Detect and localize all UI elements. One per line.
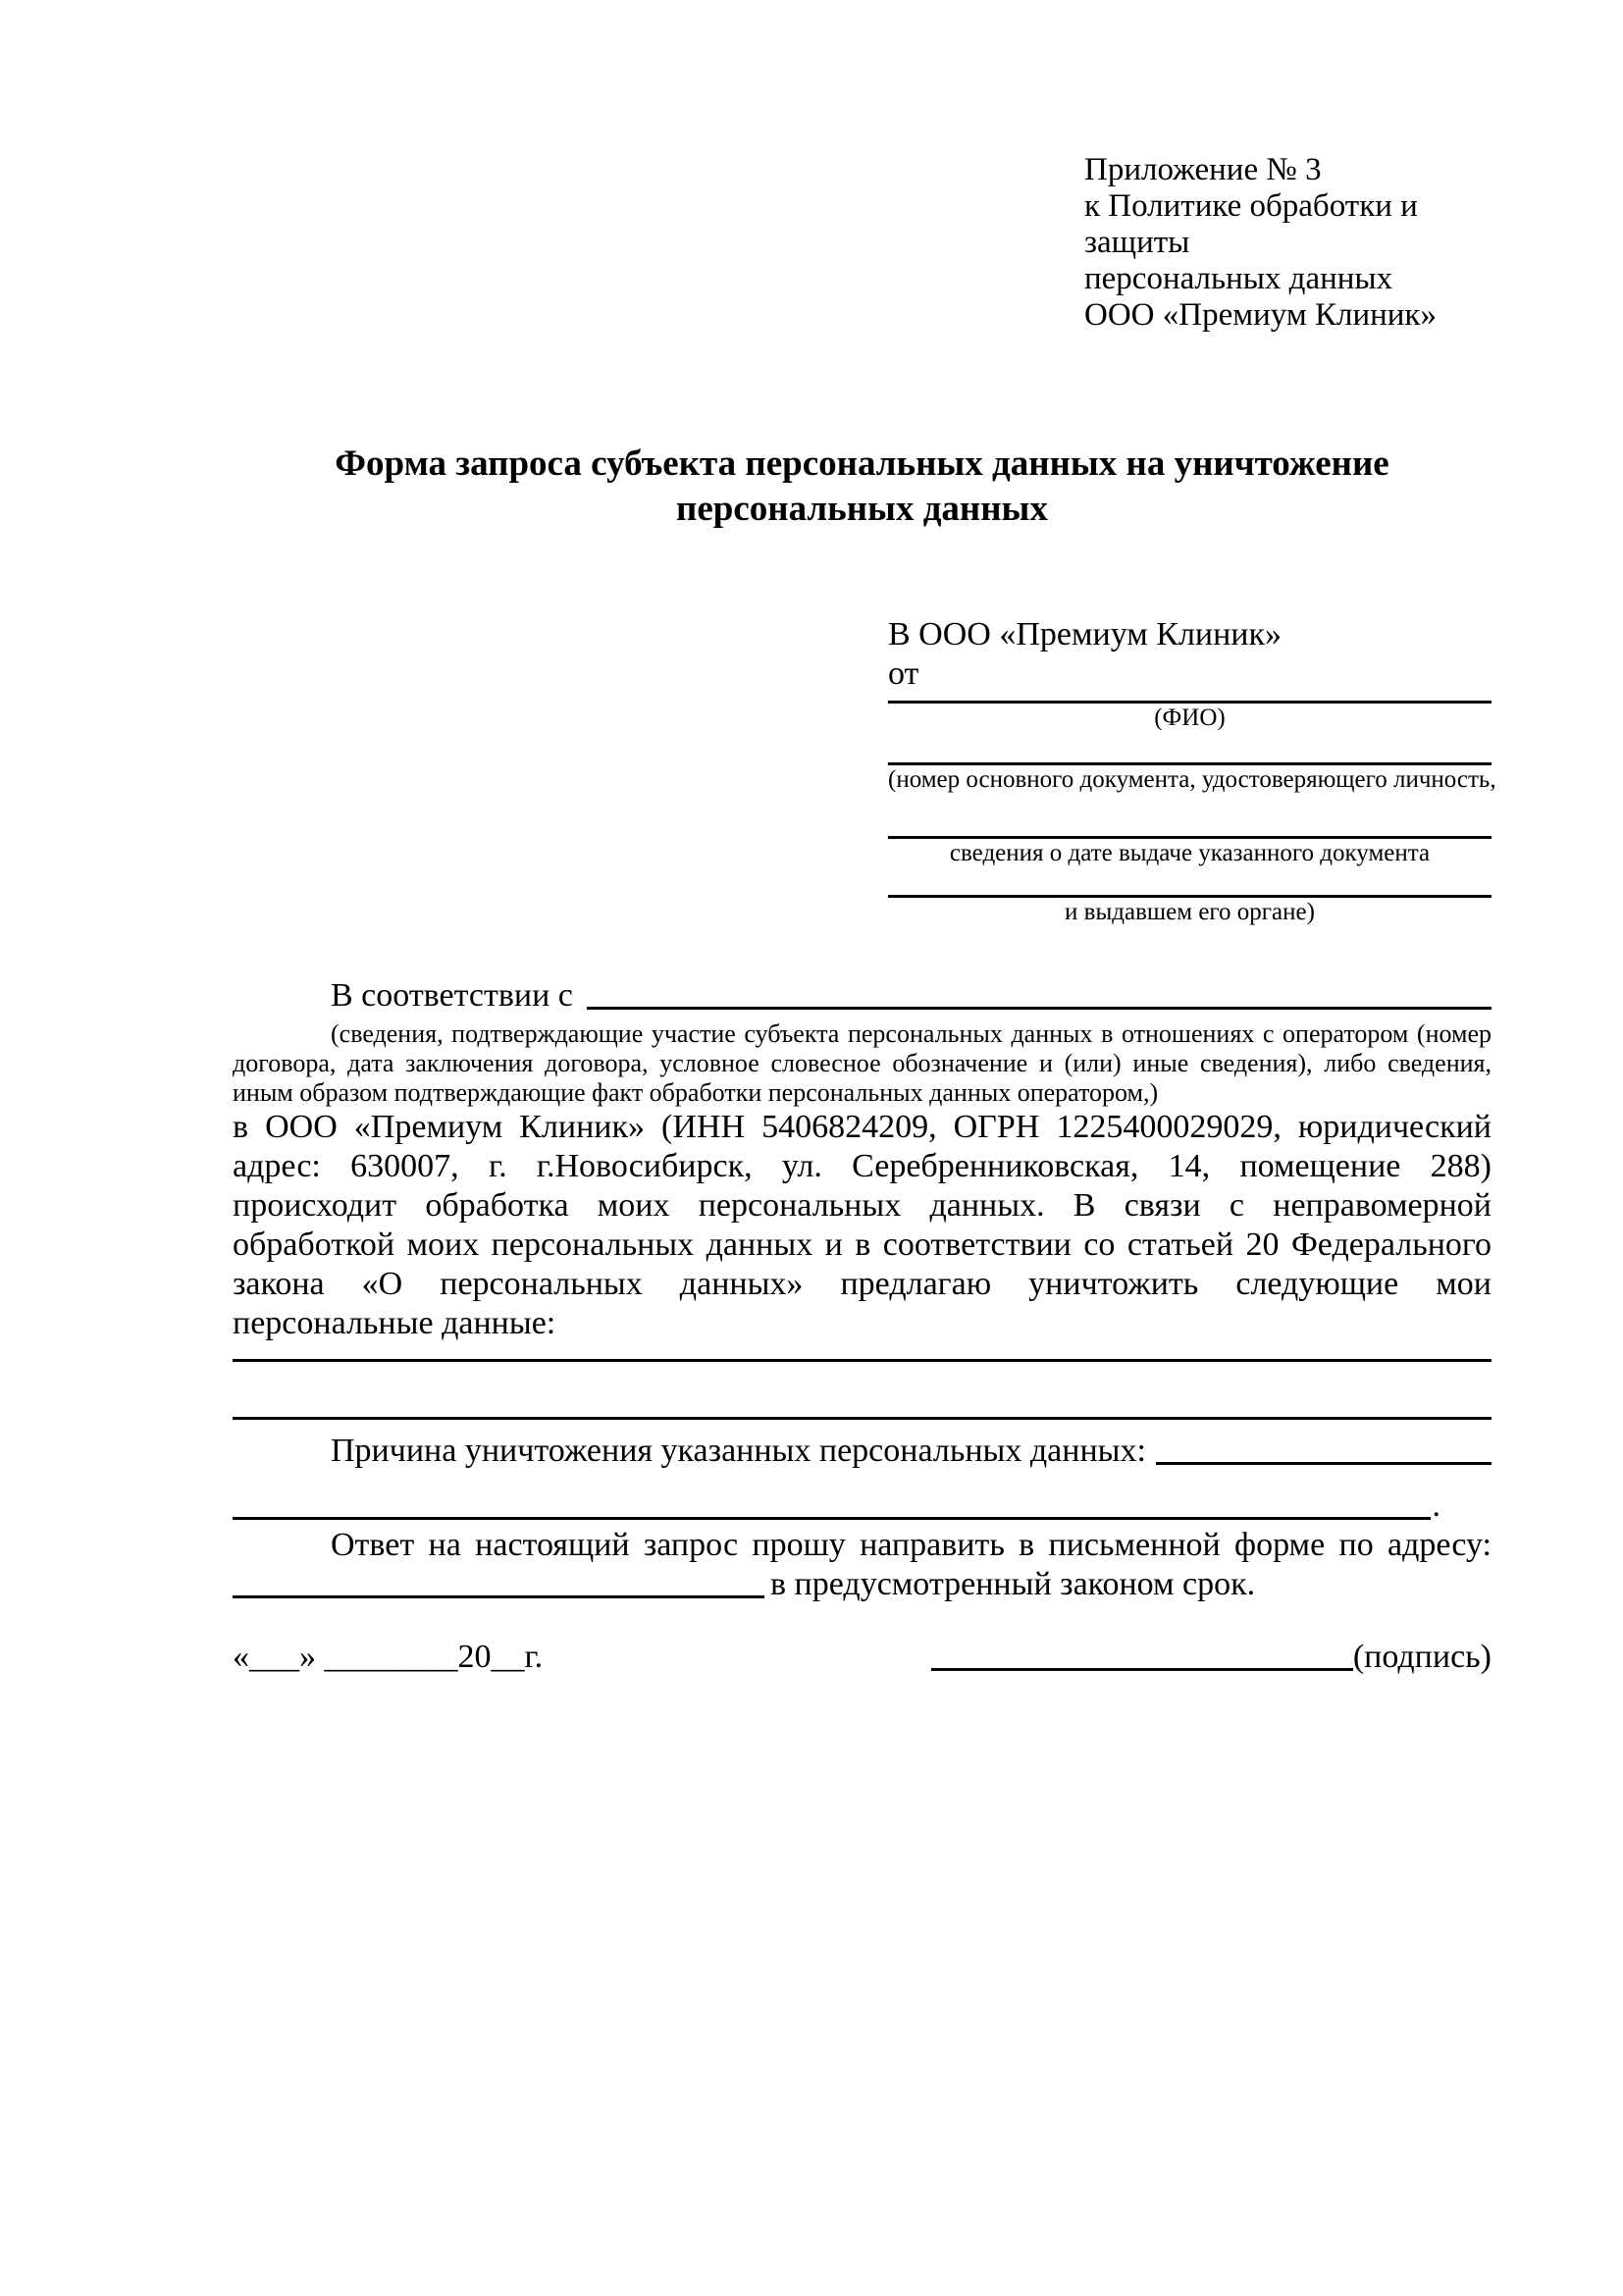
addressee-block: [888, 615, 1496, 927]
id-doc-caption: (номер основного документа, удостоверяющего личность,: [888, 766, 1496, 793]
accordance-blank-line: [587, 976, 1492, 1010]
reason-continuation-row: [233, 1487, 1492, 1526]
signature-caption: (подпись): [1352, 1639, 1492, 1675]
appendix-note-line: к Политике обработки и защиты: [1084, 188, 1418, 260]
reason-blank-line: [1156, 1432, 1492, 1465]
addressee-to: В ООО «Премиум Клиник»: [888, 616, 1283, 652]
personal-data-blank-line-2: [233, 1417, 1492, 1420]
appendix-note: [1084, 152, 1492, 334]
reason-label: Причина уничтожения указанных персональных данных:: [331, 1433, 1146, 1469]
issuing-authority-caption: и выдавшем его органе): [1065, 899, 1315, 925]
accordance-row: [233, 976, 1492, 1016]
signature-area: [931, 1638, 1492, 1677]
date-signature-row: [233, 1638, 1492, 1677]
accordance-note: (сведения, подтверждающие участие субъекта персональных данных в отношениях с оператором (номер договора, дата заключения договора, условное словесное обозначение и (или) иные сведения), либо сведения, иным образом подтверждающие факт обработки персональных данных оператором,): [233, 1019, 1492, 1107]
appendix-note-line: персональных данных: [1084, 261, 1393, 296]
issue-date-caption: сведения о дате выдаче указанного документа: [949, 840, 1431, 866]
response-request-text: Ответ на настоящий запрос прошу направить в письменной форме по адресу:: [331, 1527, 1492, 1563]
appendix-note-line: ООО «Премиум Клиник»: [1084, 297, 1437, 333]
reason-continuation-blank-line: [233, 1487, 1431, 1520]
addressee-from-label: от: [888, 655, 919, 692]
address-blank-line: [233, 1565, 764, 1598]
appendix-note-line: Приложение № 3: [1084, 152, 1322, 187]
personal-data-blank-line-1: [233, 1359, 1492, 1362]
response-tail: в предусмотренный законом срок.: [770, 1566, 1256, 1602]
document-title: Форма запроса субъекта персональных данных на уничтожение персональных данных: [335, 444, 1389, 529]
fio-caption: (ФИО): [1154, 704, 1226, 731]
date-placeholder: «___» ________20__г.: [233, 1639, 544, 1675]
response-address-row: [233, 1565, 1492, 1604]
accordance-prefix: В соответствии с: [331, 977, 573, 1014]
main-paragraph: в ООО «Премиум Клиник» (ИНН 5406824209, ОГРН 1225400029029, юридический адрес: 630007, г. г.Новосибирск, ул. Серебренниковская, 14, помещение 288) происходит обработка моих персональных данных. В связи с неправомерной обработкой моих персональных данных и в соответствии со статьей 20 Федерального закона «О персональных данных» предлагаю уничтожить следующие мои персональные данные:: [233, 1109, 1492, 1341]
reason-row: [233, 1432, 1492, 1471]
signature-blank-line: [931, 1638, 1353, 1671]
sentence-period: .: [1432, 1487, 1440, 1524]
